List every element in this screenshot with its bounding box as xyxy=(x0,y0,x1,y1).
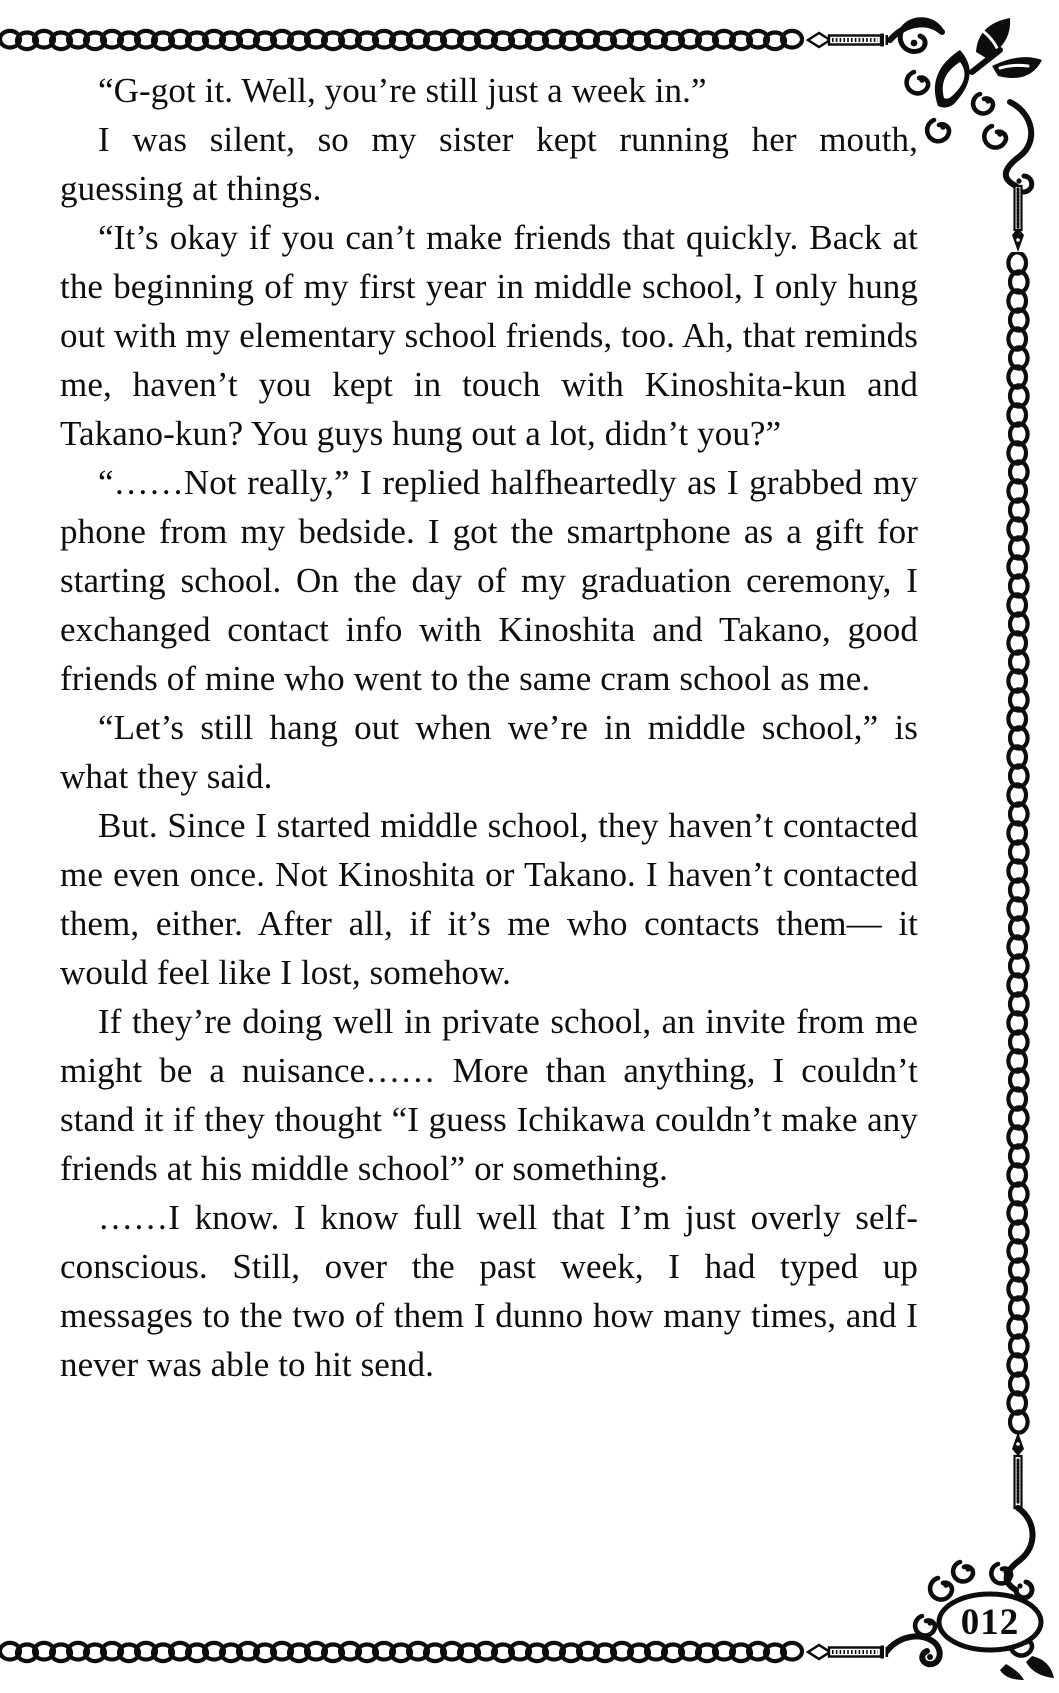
page-number: 012 xyxy=(960,1602,1020,1643)
chain-border-right xyxy=(1000,252,1036,1436)
paragraph: If they’re doing well in private school, an invite from me might be a nuisance…… More than anything, I couldn’t stand it if they thought “I guess Ichikawa couldn’t make any friends at his middle school” or something. xyxy=(60,1002,918,1188)
paragraph: “Let’s still hang out when we’re in middle school,” is what they said. xyxy=(60,708,918,796)
chain-border-bottom xyxy=(0,1634,812,1670)
corner-ornament-bottom-right-icon xyxy=(886,1430,1054,1680)
paragraph: ……I know. I know full well that I’m just overly self-conscious. Still, over the past week, I had typed up messages to the two of them I dunno how many times, and I never was able to hit send. xyxy=(60,1198,918,1384)
rod-connector-top-icon xyxy=(806,27,892,53)
paragraph: But. Since I started middle school, they haven’t contacted me even once. Not Kinoshita or Takano. I haven’t contacted them, either. After all, if it’s me who contacts them— it would feel like I lost, somehow. xyxy=(60,806,918,992)
chain-border-top xyxy=(0,22,812,58)
rod-connector-bottom-icon xyxy=(806,1639,892,1665)
paragraph: “It’s okay if you can’t make friends that quickly. Back at the beginning of my first year in middle school, I only hung out with my elementary school friends, too. Ah, that reminds me, haven’t you kept in touch with Kinoshita-kun and Takano-kun? You guys hung out a lot, didn’t you?” xyxy=(60,218,918,453)
body-text xyxy=(60,66,918,1389)
paragraph: “……Not really,” I replied halfheartedly as I grabbed my phone from my bedside. I got the smartphone as a gift for starting school. On the day of my graduation ceremony, I exchanged contact info with Kinoshita and Takano, good friends of mine who went to the same cram school as me. xyxy=(60,463,918,698)
paragraph: “G-got it. Well, you’re still just a week in.” xyxy=(98,71,707,110)
paragraph: I was silent, so my sister kept running her mouth, guessing at things. xyxy=(60,120,918,208)
